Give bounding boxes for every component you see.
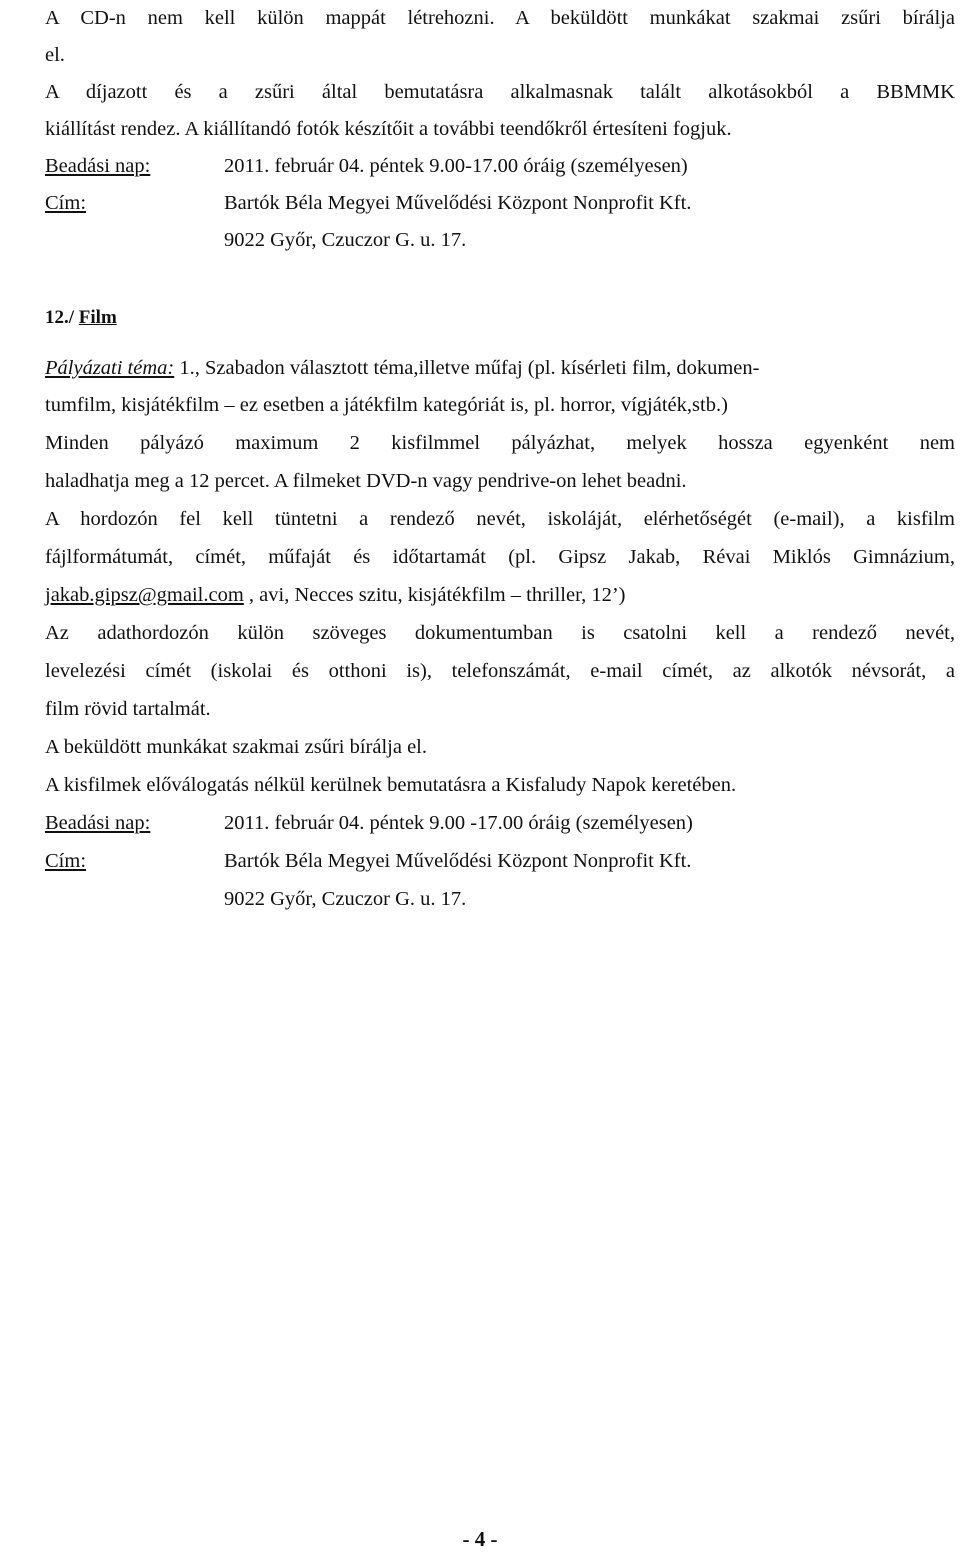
deadline-value: 2011. február 04. péntek 9.00 -17.00 óráig (személyesen) — [224, 812, 693, 834]
deadline-value: 2011. február 04. péntek 9.00-17.00 óráig (személyesen) — [224, 155, 688, 177]
text-line: film rövid tartalmát. — [45, 698, 211, 720]
text-line: fájlformátumát, címét, műfaját és időtartamát (pl. Gipsz Jakab, Révai Miklós Gimnázium, — [45, 546, 955, 568]
text-line: A kisfilmek előválogatás nélkül kerülnek bemutatásra a Kisfaludy Napok keretében. — [45, 774, 737, 796]
text-line: kiállítást rendez. A kiállítandó fotók készítőit a további teendőkről értesíteni fogjuk. — [45, 118, 732, 140]
address-line: 9022 Győr, Czuczor G. u. 17. — [224, 229, 467, 251]
page-number: - 4 - — [462, 1527, 498, 1551]
theme-text: 1., Szabadon választott téma,illetve műfaj (pl. kísérleti film, dokumen- — [174, 357, 760, 379]
deadline-label: Beadási nap: — [45, 812, 151, 834]
text-line: el. — [45, 44, 65, 66]
address-line: Bartók Béla Megyei Művelődési Központ Nonprofit Kft. — [224, 850, 692, 872]
section-title: Film — [78, 307, 117, 328]
text-line: A hordozón fel kell tüntetni a rendező nevét, iskoláját, elérhetőségét (e-mail), a kisfilm — [45, 508, 955, 530]
text-line: Minden pályázó maximum 2 kisfilmmel pályázhat, melyek hossza egyenként nem — [45, 432, 955, 454]
section-heading — [45, 305, 117, 331]
text-line: A CD-n nem kell külön mappát létrehozni. A beküldött munkákat szakmai zsűri bírálja — [45, 7, 955, 29]
text-span: , avi, Necces szitu, kisjátékfilm – thriller, 12’) — [243, 584, 626, 606]
address-line: Bartók Béla Megyei Művelődési Központ Nonprofit Kft. — [224, 192, 692, 214]
address-line: 9022 Győr, Czuczor G. u. 17. — [224, 888, 467, 910]
deadline-label: Beadási nap: — [45, 155, 151, 177]
text-line: haladhatja meg a 12 percet. A filmeket DVD-n vagy pendrive-on lehet beadni. — [45, 470, 687, 492]
address-label: Cím: — [45, 850, 87, 872]
text-line: A díjazott és a zsűri által bemutatásra alkalmasnak talált alkotásokból a BBMMK — [45, 81, 955, 103]
email-link[interactable]: jakab.gipsz@gmail.com — [45, 584, 244, 606]
text-line — [45, 582, 626, 608]
address-label: Cím: — [45, 192, 87, 214]
section-number: 12./ — [45, 307, 75, 328]
text-line: A beküldött munkákat szakmai zsűri bírálja el. — [45, 736, 427, 758]
theme-label: Pályázati téma: — [45, 357, 175, 379]
text-line: levelezési címét (iskolai és otthoni is), telefonszámát, e-mail címét, az alkotók névsorát, a — [45, 660, 955, 682]
text-line: tumfilm, kisjátékfilm – ez esetben a játékfilm kategóriát is, pl. horror, vígjáték,stb.) — [45, 394, 728, 416]
theme-line — [45, 355, 759, 381]
text-line: Az adathordozón külön szöveges dokumentumban is csatolni kell a rendező nevét, — [45, 622, 955, 644]
